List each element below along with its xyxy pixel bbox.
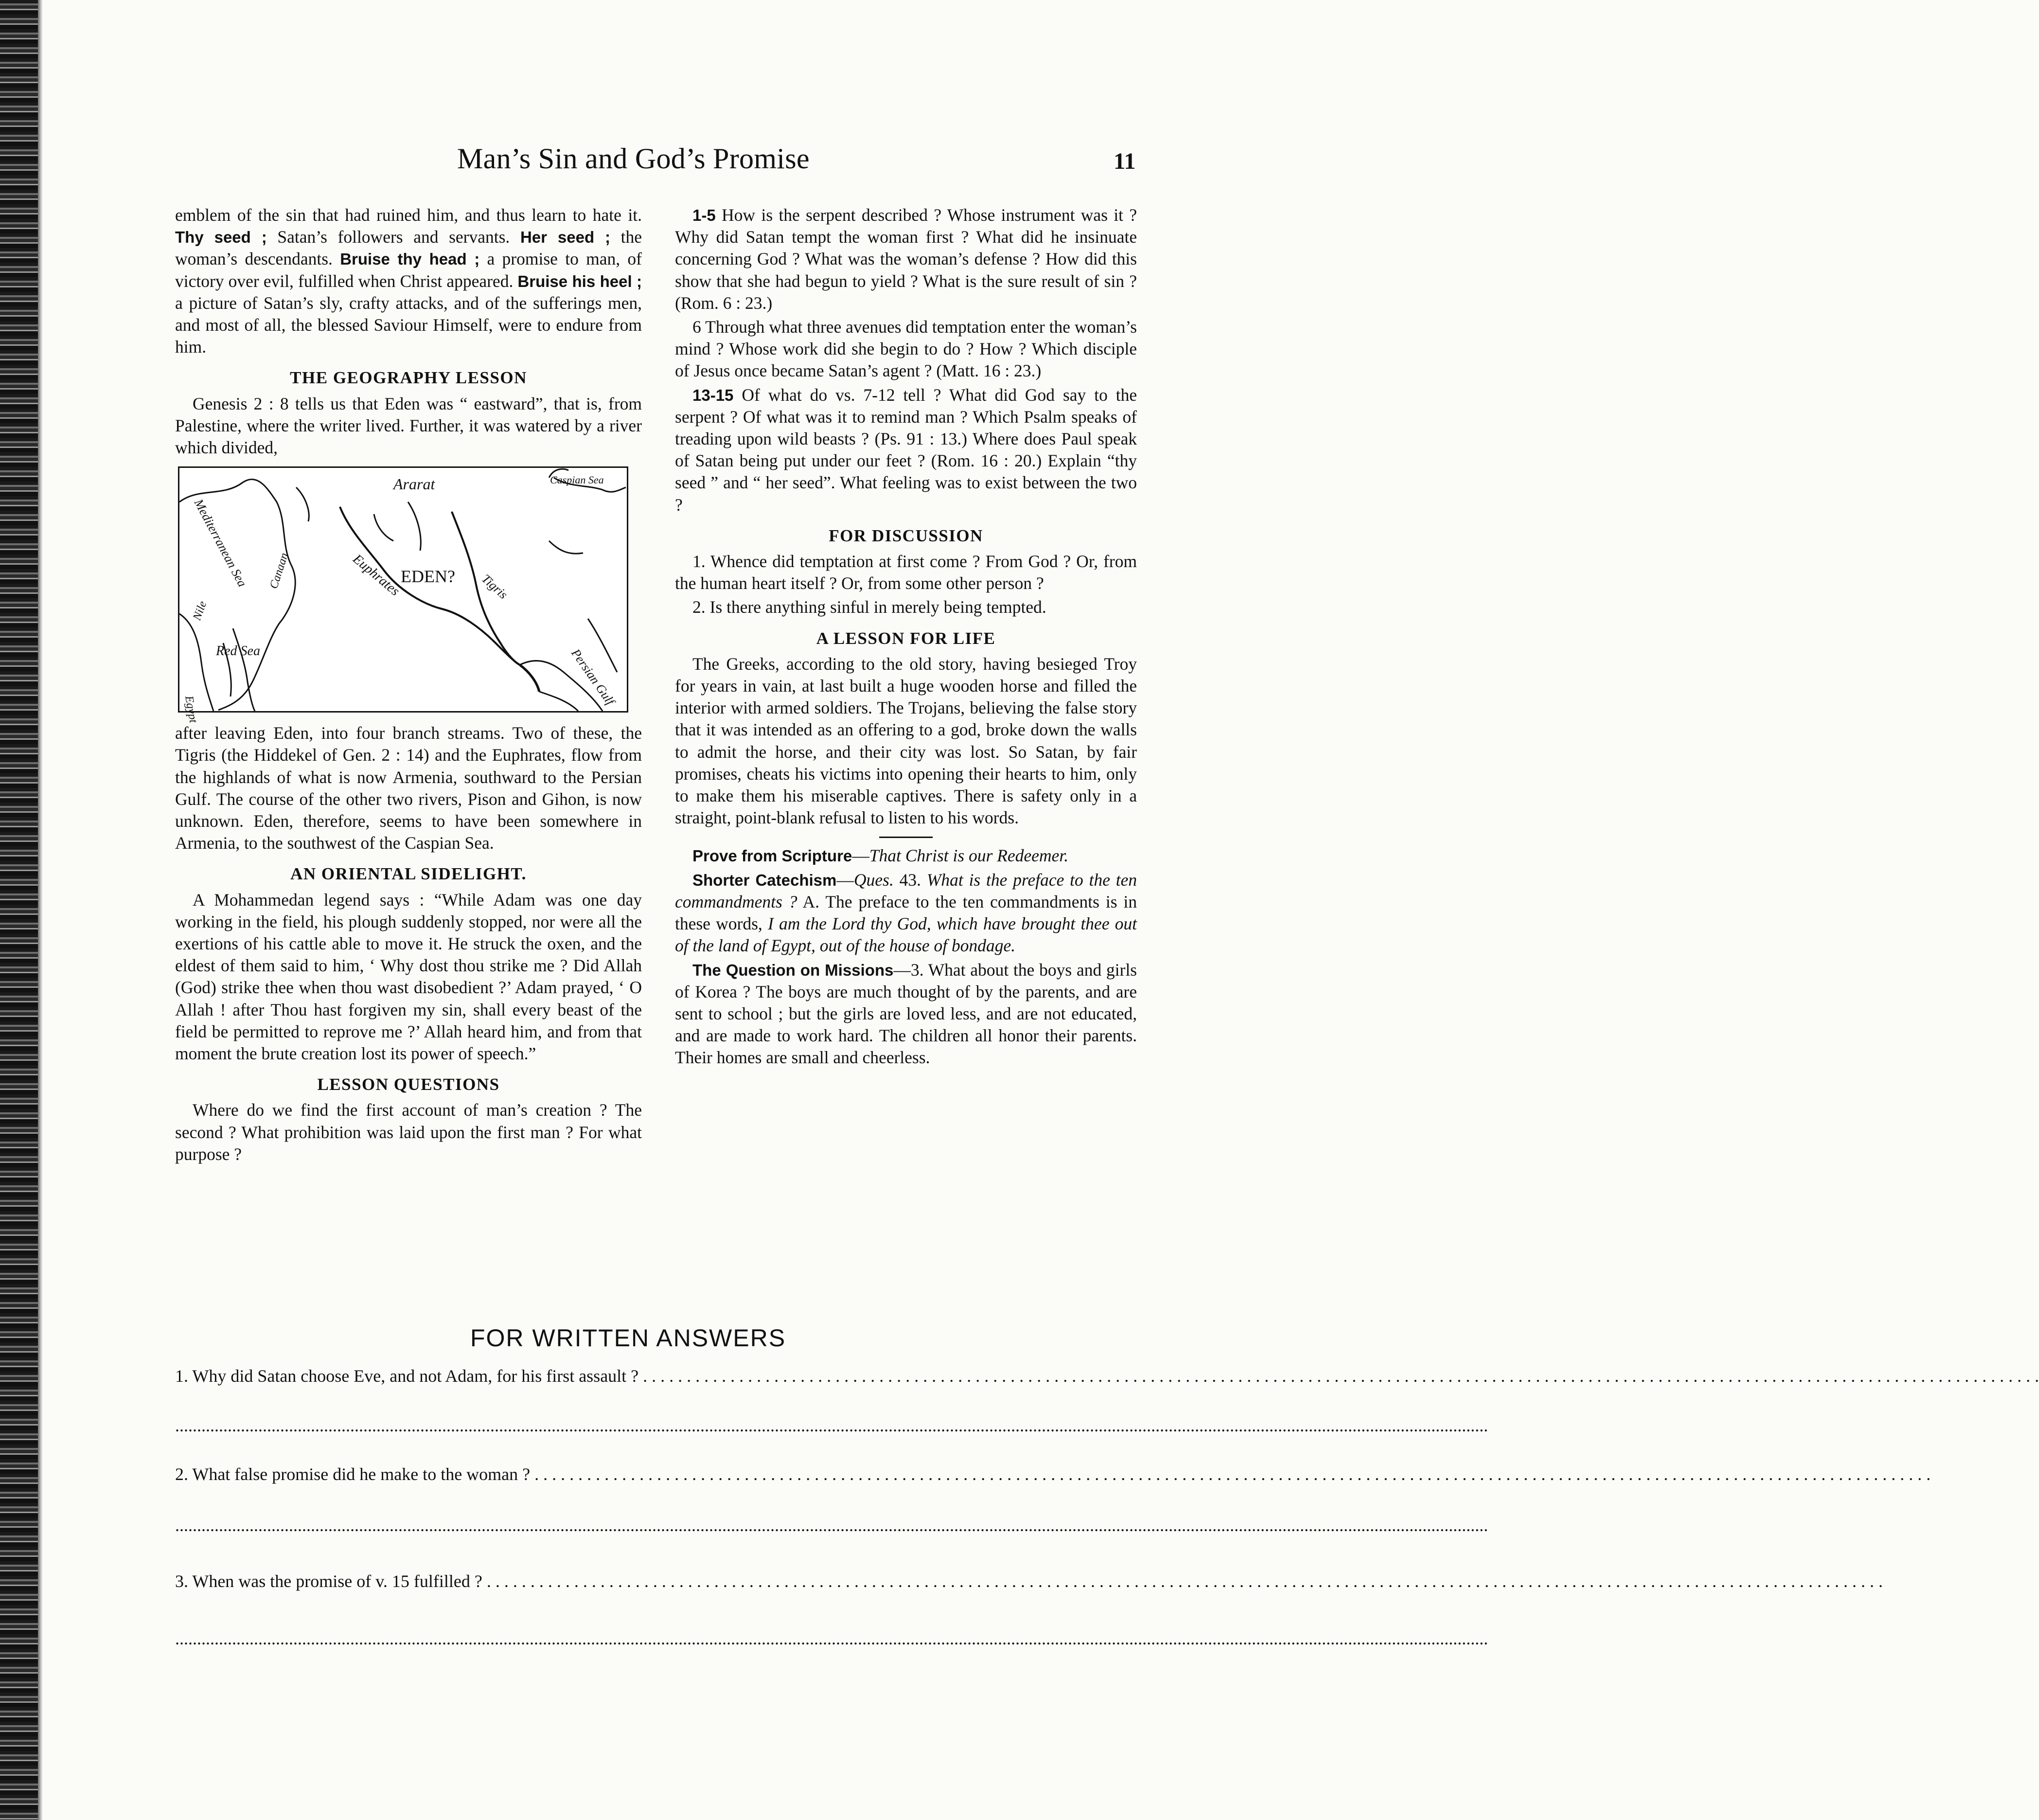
left-column [175,204,642,1167]
map-label-canaan: Canaan [267,551,291,591]
keyword-text: Shorter Catechism [692,871,837,889]
body-text: A. The preface to the ten commandments is in these words, [675,892,1137,934]
questions-13-15 [675,384,1137,516]
answer-dots[interactable]: . . . . . . . . . . . . . . . . . . . . . . . . . . . . . . . . . . . . . . . . . . . . . . . . . . . . . . . . . . . . . . . . . . . . . . . . . . . . . . . . . . . . . . . . . . . . . . . . . . . . . . . . . . . . . . . . . . . . . . . . . . . . . . . . . . . . . . . . . . . . . . . . . . . . . . . . . . . . . . . . [530,1464,1931,1484]
geography-paragraph-2: after leaving Eden, into four branch streams. Two of these, the Tigris (the Hiddekel of Gen. 2 : 14) and the Euphrates, flow from the highlands of what is now Armenia, southward to the Persian Gulf. The course of the other two rivers, Pison and Gihon, is now unknown. Eden, therefore, seems to have been somewhere in Armenia, to the southwest of the Caspian Sea. [175,723,642,853]
discussion-item-2: 2. Is there anything sinful in merely being tempted. [692,597,1046,617]
answer-dots[interactable]: . . . . . . . . . . . . . . . . . . . . . . . . . . . . . . . . . . . . . . . . . . . . . . . . . . . . . . . . . . . . . . . . . . . . . . . . . . . . . . . . . . . . . . . . . . . . . . . . . . . . . . . . . . . . . . . . . . . . . . . . . . . . . . . . . . . . . . . . . . . . . . . . . . . . . . . . . . . . . . . . [482,1571,1883,1591]
body-text: Of what do vs. 7-12 tell ? What did God say to the serpent ? Of what was it to remind man ? Which Psalm speaks of treading upon wild beasts ? (Ps. 91 : 13.) Where does Paul speak of Satan being put under our feet ? (Rom. 16 : 20.) Explain “thy seed ” and “ her seed”. What feeling was to exist between the two ? [675,385,1137,515]
keyword-text: Prove from Scripture [692,847,852,865]
mediterranean-coast [179,480,295,710]
keyword-text: Her seed ; [520,228,611,247]
keyword-text: 13-15 [692,386,734,404]
missions-question [675,959,1137,1069]
map-label-caspian: Caspian Sea [550,474,604,486]
italic-text: That Christ is our Redeemer. [869,846,1069,866]
written-question-1 [175,1366,2039,1386]
map-label-mediterranean: Mediterranean Sea [191,497,250,589]
written-question-1-text: 1. Why did Satan choose Eve, and not Adam, for his first assault ? [175,1366,639,1386]
keyword-text: 1-5 [692,206,716,224]
discussion-item-1: 1. Whence did temptation at first come ? From God ? Or, from the human heart itself ? Or, from some other person ? [675,552,1137,593]
running-header: Man’s Sin and God’s Promise [457,143,810,175]
body-text: emblem of the sin that had ruined him, and thus learn to hate it. [175,205,642,225]
left-intro-paragraph [175,204,642,358]
oriental-paragraph: A Mohammedan legend says : “While Adam was one day working in the field, his plough suddenly stopped, nor were all the exertions of his cattle able to move it. He struck the oxen, and the eldest of them said to him, ‘ Why dost thou strike me ? Did Allah (God) strike thee when thou wast disobedient ?’ Adam prayed, ‘ O Allah ! after Thou hast forgiven my sin, shall every beast of the field be permitted to reprove me ?’ Allah heard him, and from that moment the brute creation lost its power of speech.” [175,890,642,1064]
body-text: Satan’s followers and servants. [266,227,520,247]
map-label-persian-gulf: Persian Gulf [568,646,618,708]
written-question-3-text: 3. When was the promise of v. 15 fulfilled ? [175,1571,482,1591]
questions-6 [675,316,1137,382]
body-text: —3. What about the boys and girls of Korea ? The boys are much thought of by the parents, and are sent to school ; but the girls are loved less, and are not educated, and are made to work hard. The children all honor their parents. Their homes are small and cheerless. [675,960,1137,1068]
map-drawing [179,468,627,724]
answer-dots[interactable]: . . . . . . . . . . . . . . . . . . . . . . . . . . . . . . . . . . . . . . . . . . . . . . . . . . . . . . . . . . . . . . . . . . . . . . . . . . . . . . . . . . . . . . . . . . . . . . . . . . . . . . . . . . . . . . . . . . . . . . . . . . . . . . . . . . . . . . . . . . . . . . . . . . . . . . . . . . . . . . . . [638,1366,2039,1386]
body-text: the woman’s descendants. [175,227,642,269]
answer-line-3[interactable]: ............................................................................................................................................................................................................................................................................................................ [175,1629,1488,1648]
discussion-heading: FOR DISCUSSION [829,526,983,545]
map-label-egypt: Egypt [182,695,200,724]
book-binding-edge [0,0,38,1820]
keyword-text: Thy seed ; [175,228,267,247]
body-text: a promise to man, of victory over evil, fulfilled when Christ appeared. [175,249,642,291]
body-text: — [836,870,854,890]
map-label-euphrates: Euphrates [350,551,403,599]
section-divider [879,837,933,838]
map-label-eden: EDEN? [401,567,455,587]
italic-text: Ques. [853,870,894,890]
keyword-text: Bruise thy head ; [340,250,480,268]
page-number: 11 [1114,148,1136,174]
lesson-for-life-heading: A LESSON FOR LIFE [816,628,996,648]
italic-text: What is the preface to the ten commandments ? [675,870,1137,911]
answer-line-1[interactable]: ............................................................................................................................................................................................................................................................................................................ [175,1416,1488,1435]
written-question-3 [175,1571,1883,1591]
map-label-red-sea: Red Sea [216,643,260,659]
italic-text: I am the Lord thy God, which have brought thee out of the land of Egypt, out of the house of bondage. [675,914,1137,956]
written-answers-title: FOR WRITTEN ANSWERS [470,1324,786,1352]
eden-map [178,466,628,724]
questions-1-5 [675,204,1137,314]
geography-heading: THE GEOGRAPHY LESSON [290,368,527,388]
map-label-tigris: Tigris [479,571,511,602]
body-text: — [852,846,869,866]
prove-from-scripture [675,845,1137,867]
body-text: How is the serpent described ? Whose instrument was it ? Why did Satan tempt the woman first ? What did he insinuate concerning God ? What was the woman’s defense ? How did this show that she had begun to yield ? What is the sure result of sin ? (Rom. 6 : 23.) [675,205,1137,313]
geography-paragraph-1: Genesis 2 : 8 tells us that Eden was “ eastward”, that is, from Palestine, where the writer lived. Further, it was watered by a river which divided, [175,393,642,458]
body-text: a picture of Satan’s sly, crafty attacks, and of the sufferings men, and most of all, the blessed Saviour Himself, were to endure from him. [175,293,642,357]
map-label-ararat: Ararat [393,475,435,493]
lesson-questions-heading: LESSON QUESTIONS [317,1075,500,1094]
lesson-for-life-paragraph: The Greeks, according to the old story, having besieged Troy for years in vain, at last built a huge wooden horse and filled the interior with armed soldiers. The Trojans, believing the false story that it was intended as an offering to a god, broke down the walls to admit the horse, and their city was lost. So Satan, by fair promises, cheats his victims into opening their hearts to him, only to make them his miserable captives. There is safety only in a straight, point-blank refusal to listen to his words. [675,654,1137,828]
keyword-text: Bruise his heel ; [517,272,642,290]
right-column [675,204,1137,1071]
shorter-catechism [675,869,1137,957]
body-text: 6 Through what three avenues did temptation enter the woman’s mind ? Whose work did she begin to do ? How ? Which disciple of Jesus once became Satan’s agent ? (Matt. 16 : 23.) [675,317,1137,381]
map-label-nile: Nile [191,599,210,623]
written-question-2 [175,1464,1931,1484]
written-question-2-text: 2. What false promise did he make to the woman ? [175,1464,531,1484]
answer-line-2[interactable]: ............................................................................................................................................................................................................................................................................................................ [175,1516,1488,1535]
lesson-questions-paragraph: Where do we find the first account of man’s creation ? The second ? What prohibition was laid upon the first man ? For what purpose ? [175,1100,642,1164]
keyword-text: The Question on Missions [692,961,894,979]
oriental-heading: AN ORIENTAL SIDELIGHT. [290,864,527,884]
body-text: 43. [893,870,927,890]
